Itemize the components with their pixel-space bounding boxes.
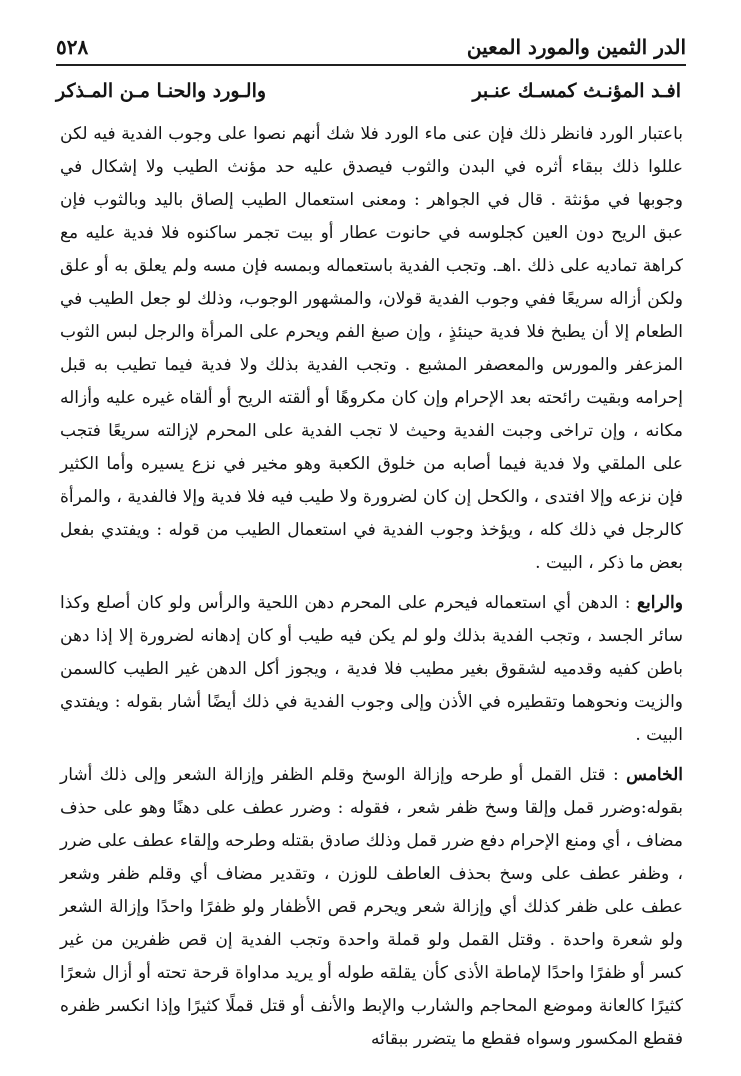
body-text xyxy=(60,118,683,1056)
paragraph-1-text: باعتبار الورد فانظر ذلك فإن عنى ماء الورد فلا شك أنهم نصوا على وجوب الفدية فيه لكن عللوا ذلك ببقاء أثره في البدن والثوب فيصدق عليه حد مؤنث الطيب ولا إشكال في وجوبها في مؤنثة . قال في الجواهر : ومعنى استعمال الطيب إلصاق باليد وبالثوب فإن عبق الريح دون العين كجلوسه في حانوت عطار أو بيت تجمر ساكنوه فلا فدية عليه مع كراهة تماديه على ذلك .اهـ. وتجب الفدية باستعماله وبمسه فإن مسه ولم يعلق به أو علق ولكن أزاله سريعًا ففي وجوب الفدية قولان، والمشهور الوجوب، وذلك لو جعل الطيب في الطعام إلا أن يطبخ فلا فدية حينئذٍ ، وإن صبغ الفم ويحرم على المرأة والرجل لبس الثوب المزعفر والمورس والمعصفر المشبع . وتجب الفدية بذلك ولا فدية فيما تطيب به قبل إحرامه وبقيت رائحته بعد الإحرام وإن كان مكروهًا أو ألقته الريح أو ألقاه غيره عليه وأزاله مكانه ، وإن تراخى وجبت الفدية وحيث لا تجب الفدية على المحرم لإزالته سريعًا فتجب على الملقي ولا فدية فيما أصابه من خلوق الكعبة وهو مخير في نزع يسيره وأما الكثير فإن نزعه وإلا افتدى ، والكحل إن كان لضرورة ولا طيب فيه فلا فدية وإلا فالفدية ، والمرأة كالرجل في ذلك كله ، ويؤخذ وجوب الفدية في استعمال الطيب من قوله : ويفتدي بفعل بعض ما ذكر ، البيت . xyxy=(60,124,683,573)
verse-line xyxy=(56,74,681,108)
paragraph-3-text: : قتل القمل أو طرحه وإزالة الوسخ وقلم الظفر وإزالة الشعر وإلى ذلك أشار بقوله:وضرر قمل وإلقا وسخ ظفر شعر ، فقوله : وضرر عطف على دهنًا وهو على حذف مضاف ، أي ومنع الإحرام دفع ضرر قمل وذلك صادق بقتله وطرحه وإلقاء عطف على ضرر ، وظفر عطف على وسخ بحذف العاطف للوزن ، وتقدير مضاف أي وقلم ظفر وشعر عطف على ظفر كذلك أي وإزالة شعر ويحرم قص الأظفار ولو ظفرًا واحدًا وإزالة الشعر ولو شعرة واحدة . وقتل القمل ولو قملة واحدة وتجب الفدية إن قص ظفرين من غير كسر أو ظفرًا واحدًا لإماطة الأذى كأن يقلقه طوله أو يريد مداواة قرحة تحته أو أزال شعرًا كثيرًا كالعانة وموضع المحاجم والشارب والإبط والأنف أو قتل قملًا كثيرًا وإذا انكسر ظفره فقطع المكسور وسواه فقطع ما يتضرر ببقائه xyxy=(59,765,683,1049)
running-header xyxy=(56,30,686,66)
paragraph-3-lead: الخامس xyxy=(626,765,683,785)
verse-right-hemistich: افـد المؤنـث كمسـك عنـبر xyxy=(472,80,681,102)
paragraph-3 xyxy=(60,759,683,1056)
page-number: ٥٢٨ xyxy=(56,35,89,59)
paragraph-2 xyxy=(60,587,683,752)
paragraph-1 xyxy=(60,118,683,580)
paragraph-2-lead: والرابع xyxy=(637,593,683,613)
verse-left-hemistich: والـورد والحنـا مـن المـذكر xyxy=(56,80,267,102)
paragraph-2-text: : الدهن أي استعماله فيحرم على المحرم دهن اللحية والرأس ولو كان أصلع وكذا سائر الجسد ، وتجب الفدية بذلك ولو لم يكن فيه طيب أو كان إدهانه لضرورة إلا إذا دهن باطن كفيه وقدميه لشقوق بغير مطيب فلا فدية ، ويجوز أكل الدهن غير الطيب كالسمن والزيت ونحوهما وتقطيره في الأذن وإلى وجوب الفدية في ذلك أيضًا أشار بقوله : ويفتدي البيت . xyxy=(60,593,683,745)
book-title: الدر الثمين والمورد المعين xyxy=(466,35,686,59)
